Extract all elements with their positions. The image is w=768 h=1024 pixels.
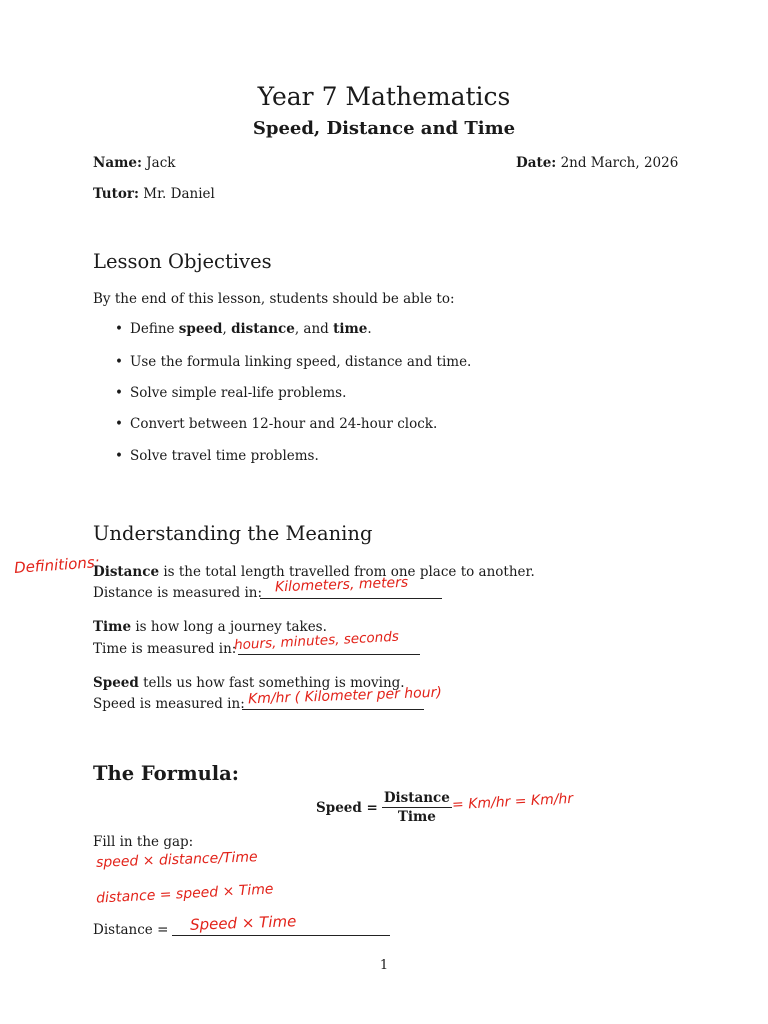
objective-item: • Use the formula linking speed, distance and time. [130,354,471,370]
handwritten-definitions-note: Definitions: [13,553,101,577]
page-subtitle: Speed, Distance and Time [252,118,516,139]
page-number: 1 [379,958,389,973]
date-label: Date: [516,155,557,171]
date-value: 2nd March, 2026 [560,155,679,171]
speed-answer-line [242,709,424,710]
distance-measured-label: Distance is measured in: [93,585,263,601]
handwritten-time-units: hours, minutes, seconds [233,628,400,654]
handwritten-working-line-1: speed × distance/Time [95,849,258,871]
student-name [93,155,175,171]
tutor-value: Mr. Daniel [143,186,215,202]
distance-definition: Distance is the total length travelled from one place to another. [93,564,535,580]
time-term: Time [93,619,132,635]
name-value: Jack [146,155,176,171]
speed-measured-label: Speed is measured in: [93,696,245,712]
objective-item: • Solve travel time problems. [130,448,319,464]
handwritten-working-line-2: distance = speed × Time [95,881,274,907]
page-title: Year 7 Mathematics [257,82,511,111]
time-measured-label: Time is measured in: [93,641,237,657]
distance-formula-answer-line [172,935,390,936]
formula-lhs: Speed = [316,799,378,816]
handwritten-speed-units: Km/hr ( Kilometer per hour) [247,684,443,708]
speed-definition: Speed tells us how fast something is moving. [93,675,405,691]
objectives-heading: Lesson Objectives [93,250,272,273]
formula-denominator: Time [397,809,436,825]
objective-item: • Solve simple real-life problems. [130,385,346,401]
objective-item: • Define speed, distance, and time. [130,321,372,337]
handwritten-distance-units: Kilometers, meters [274,574,409,596]
formula-heading: The Formula: [93,762,239,785]
tutor-label: Tutor: [93,186,139,202]
tutor [93,186,215,202]
time-definition: Time is how long a journey takes. [93,619,327,635]
distance-term: Distance [93,564,160,580]
handwritten-distance-formula: Speed × Time [189,912,297,934]
lesson-date [516,155,678,171]
speed-term: Speed [93,675,139,691]
speed-formula [316,790,452,825]
objective-item: • Convert between 12-hour and 24-hour clock. [130,416,437,432]
fill-gap-label: Fill in the gap: [93,834,194,850]
time-answer-line [238,654,420,655]
distance-equation-label: Distance = [93,922,169,938]
objectives-intro: By the end of this lesson, students should be able to: [93,291,455,307]
handwritten-formula-units: = Km/hr = Km/hr [451,790,574,814]
formula-fraction [382,790,452,825]
distance-answer-line [260,598,442,599]
name-label: Name: [93,155,142,171]
formula-numerator: Distance [383,790,450,806]
meaning-heading: Understanding the Meaning [93,522,373,545]
